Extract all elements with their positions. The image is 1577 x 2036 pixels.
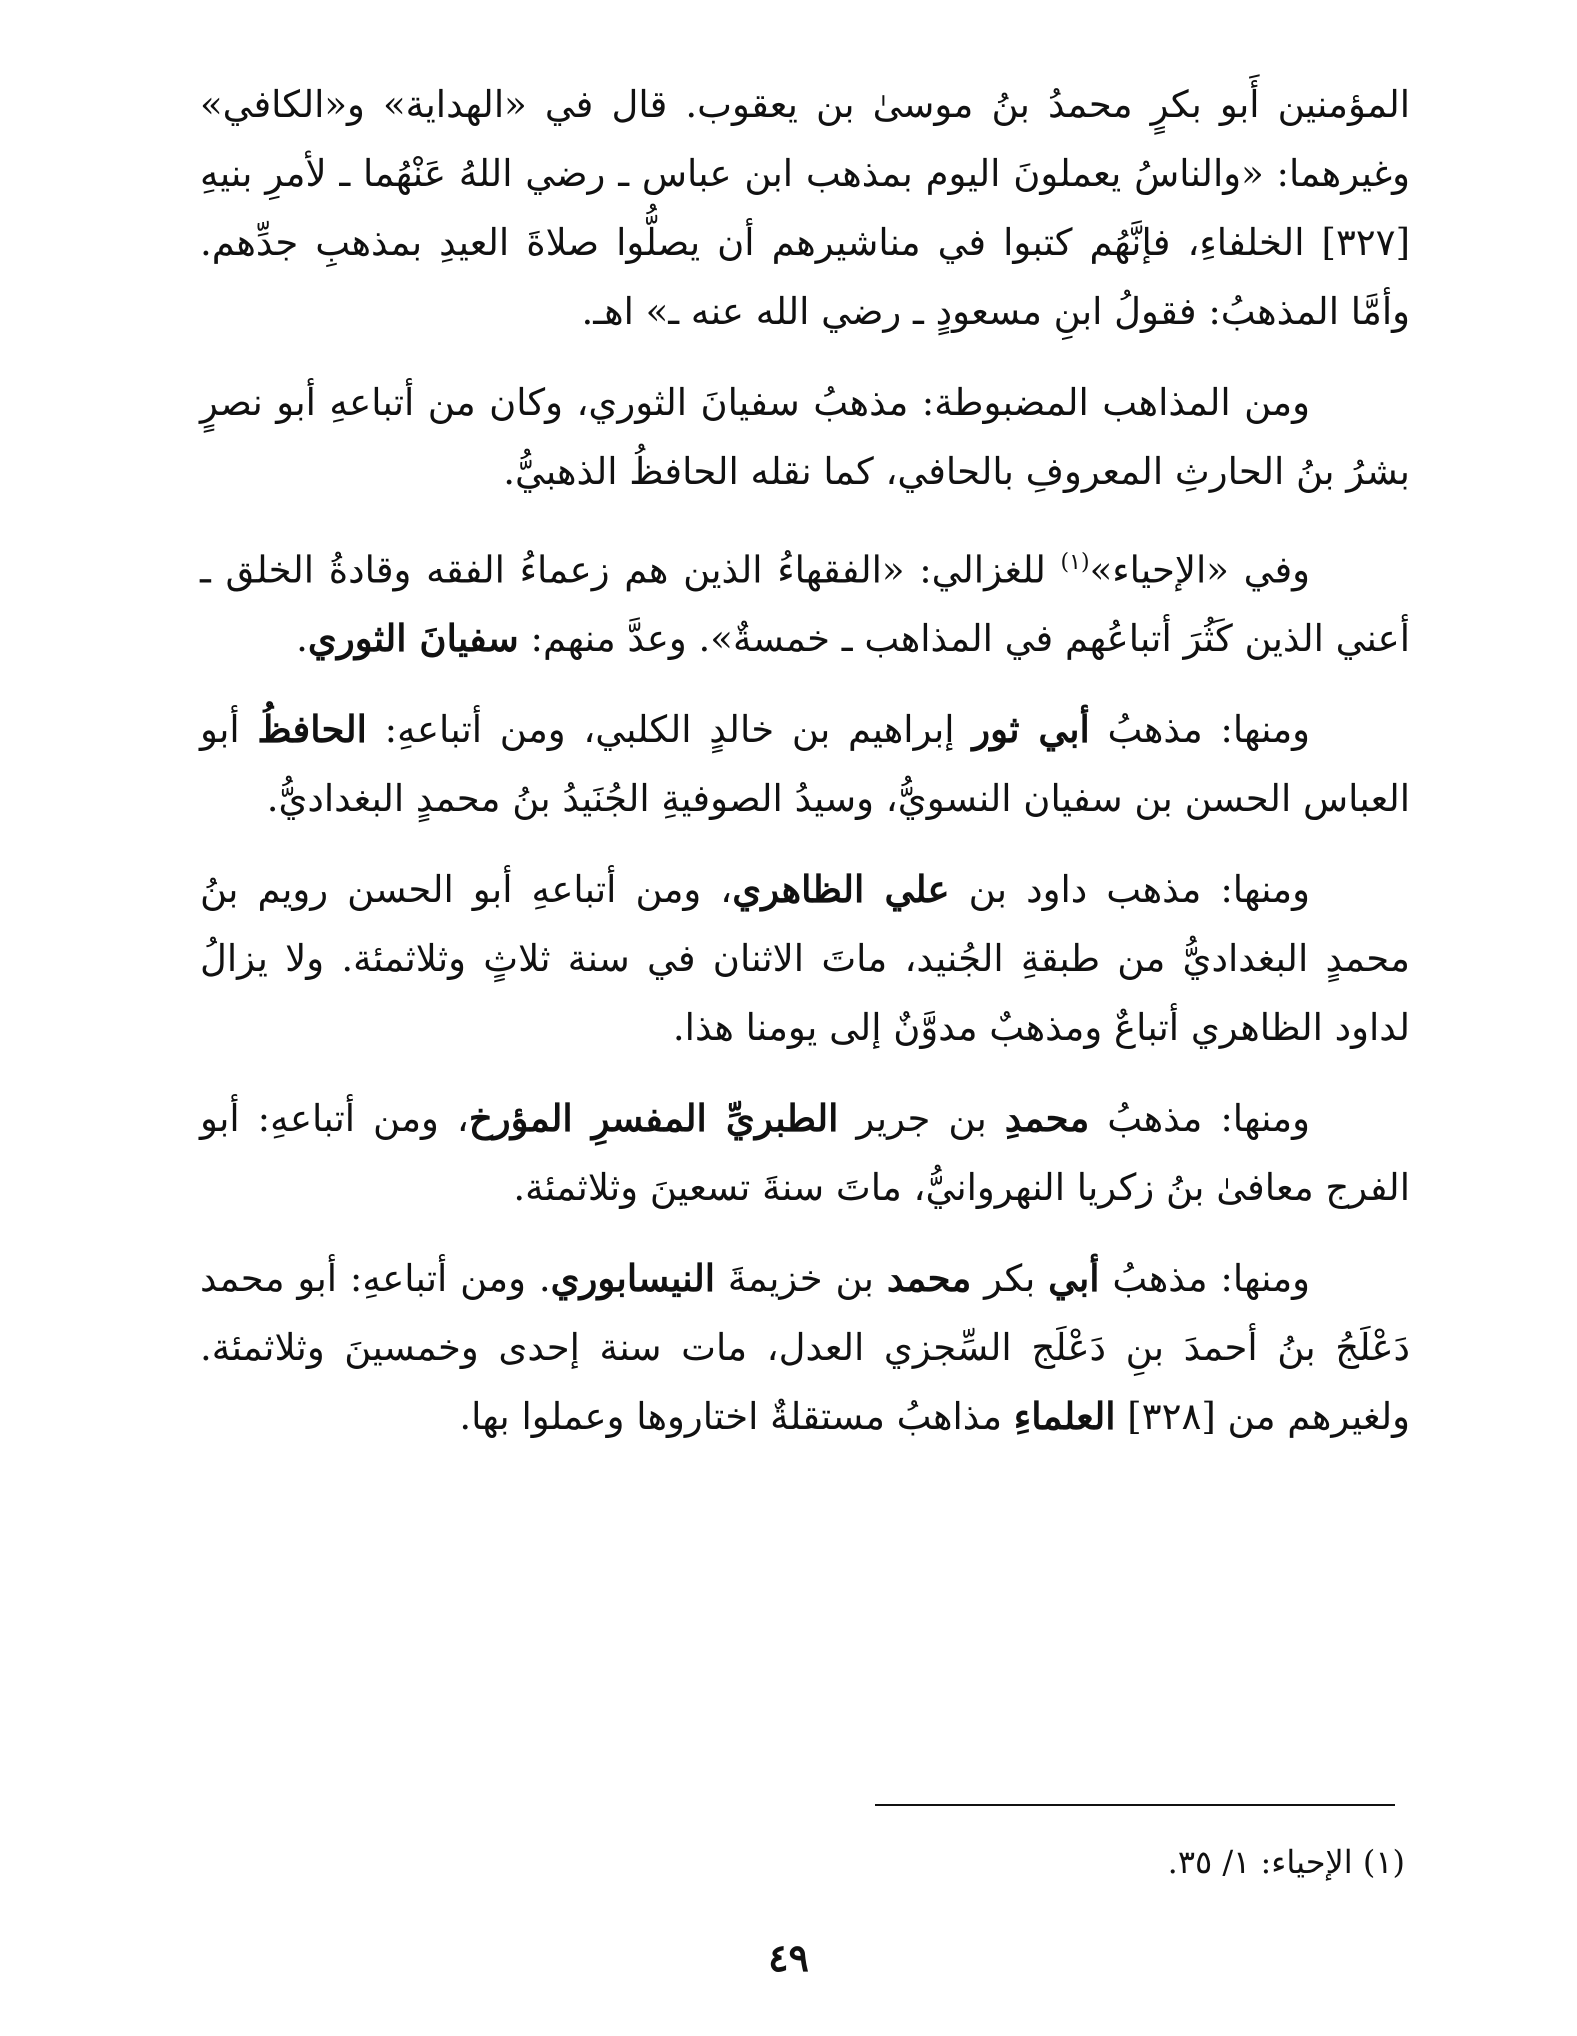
paragraph-6-bold-name-b: الطبريِّ المفسرِ المؤرخ <box>468 1096 839 1141</box>
paragraph-4-bold-title: الحافظُ <box>257 707 367 752</box>
paragraph-5 <box>200 855 1410 1062</box>
paragraph-3-text-b: للغزالي: «الفقهاءُ الذين هم زعماءُ الفقه وقادةُ الخلق ـ أعني الذين كَثُرَ أتباعُهم في المذاهب ـ خمسةٌ». وعدَّ منهم: <box>200 548 1410 661</box>
paragraph-7 <box>200 1244 1410 1451</box>
paragraph-6-bold-name-a: محمدِ <box>1004 1096 1090 1141</box>
paragraph-7-bold-b: محمد <box>886 1256 972 1301</box>
paragraph-2-text: ومن المذاهب المضبوطة: مذهبُ سفيانَ الثوري، وكان من أتباعهِ أبو نصرٍ بشرُ بنُ الحارثِ المعروفِ بالحافي، كما نقله الحافظُ الذهبيُّ. <box>200 381 1410 493</box>
footnote-marker: (١) <box>1060 550 1090 575</box>
paragraph-1 <box>200 70 1410 346</box>
paragraph-3-text-a: وفي «الإحياء» <box>1089 548 1310 592</box>
paragraph-7-bold-d: العلماءِ <box>1013 1394 1116 1439</box>
paragraph-5-text-a: ومنها: مذهب داود بن <box>949 868 1310 912</box>
page-number: ٤٩ <box>768 1935 809 1980</box>
paragraph-3 <box>200 528 1410 673</box>
paragraph-6-text-b: بن جرير <box>838 1097 1005 1141</box>
paragraph-5-bold-name: علي الظاهري <box>732 867 950 912</box>
paragraph-4 <box>200 695 1410 833</box>
paragraph-2 <box>200 368 1410 506</box>
paragraph-1-text: المؤمنين أَبو بكرٍ محمدُ بنُ موسىٰ بن يعقوب. قال في «الهداية» و«الكافي» وغيرهما: «والناسُ يعملونَ اليوم بمذهب ابن عباس ـ رضي اللهُ عَنْهُما ـ لأمرِ بنيهِ [٣٢٧] الخلفاءِ، فإنَّهُم كتبوا في مناشيرهم أن يصلُّوا صلاةَ العيدِ بمذهبِ جدِّهم. وأمَّا المذهبُ: فقولُ ابنِ مسعودٍ ـ رضي الله عنه ـ» اهـ. <box>200 83 1410 333</box>
paragraph-4-bold-name: أبي ثور <box>972 707 1090 752</box>
paragraph-4-text-c: أبو العباس الحسن بن سفيان النسويُّ، وسيدُ الصوفيةِ الجُنَيدُ بنُ محمدٍ البغداديُّ. <box>200 708 1410 821</box>
paragraph-7-text-a: ومنها: مذهبُ <box>1099 1257 1311 1301</box>
page-body <box>200 70 1410 1473</box>
footnote-divider <box>875 1804 1395 1806</box>
paragraph-6 <box>200 1084 1410 1222</box>
paragraph-6-text-c: ، ومن أتباعهِ: أبو الفرج معافىٰ بنُ زكريا النهروانيُّ، ماتَ سنةَ تسعينَ وثلاثمئة. <box>200 1097 1410 1210</box>
paragraph-7-text-b: بكر <box>971 1257 1049 1301</box>
paragraph-3-bold-name: سفيانَ الثوري <box>307 616 519 661</box>
paragraph-7-text-e: مذاهبُ مستقلةٌ اختاروها وعملوا بها. <box>459 1395 1014 1439</box>
paragraph-6-text-a: ومنها: مذهبُ <box>1089 1097 1310 1141</box>
paragraph-3-text-c: . <box>296 617 308 661</box>
footnote: (١) الإحياء: ١/ ٣٥. <box>1167 1843 1405 1881</box>
paragraph-5-text-b: ، ومن أتباعهِ أبو الحسن رويم بنُ محمدٍ البغداديُّ من طبقةِ الجُنيد، ماتَ الاثنان في سنة ثلاثٍ وثلاثمئة. ولا يزالُ لداود الظاهري أتباعٌ ومذهبٌ مدوَّنٌ إلى يومنا هذا. <box>200 868 1410 1050</box>
paragraph-7-text-c: بن خزيمةَ <box>715 1257 887 1301</box>
paragraph-7-bold-a: أبي <box>1048 1256 1100 1301</box>
paragraph-7-bold-c: النيسابوري <box>550 1256 715 1301</box>
paragraph-7-text-d: . ومن أتباعهِ: أبو محمد دَعْلَجُ بنُ أحمدَ بنِ دَعْلَج السِّجزي العدل، مات سنة إحدى وخمسينَ وثلاثمئة. ولغيرهم من [٣٢٨] <box>200 1257 1410 1439</box>
paragraph-4-text-a: ومنها: مذهبُ <box>1089 708 1311 752</box>
paragraph-4-text-b: إبراهيم بن خالدٍ الكلبي، ومن أتباعهِ: <box>366 708 973 752</box>
